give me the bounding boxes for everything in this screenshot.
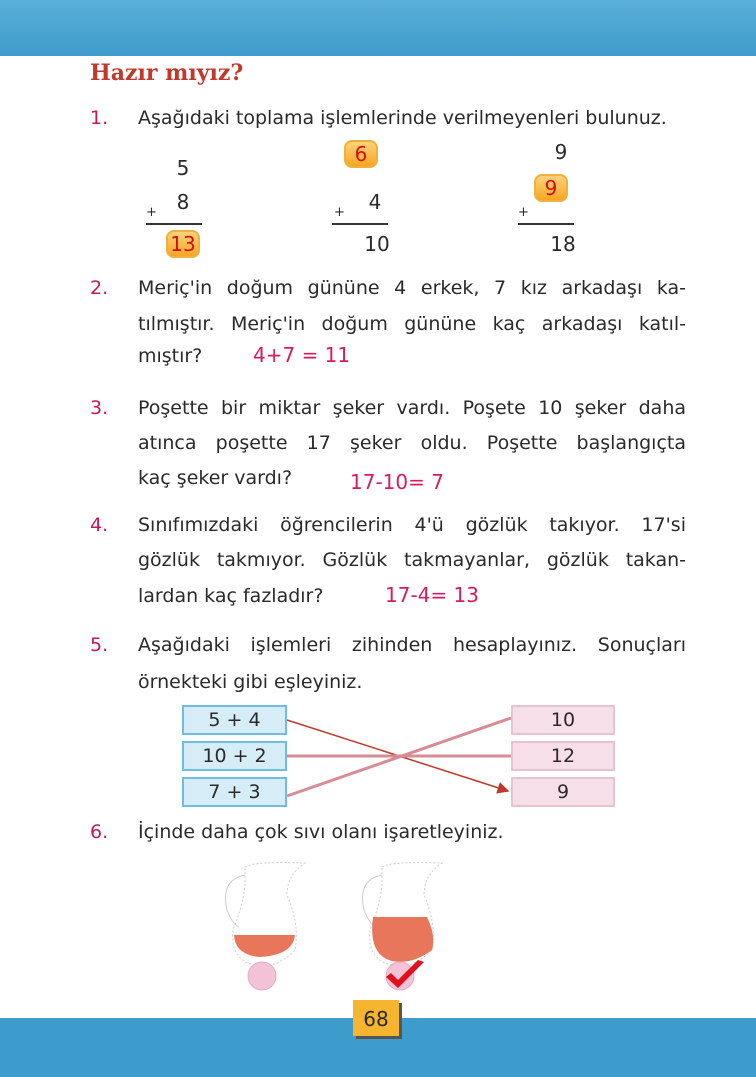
plus-sign: + xyxy=(518,205,529,220)
q4-answer: 17-4= 13 xyxy=(385,583,479,607)
left-expression[interactable]: 5 + 4 xyxy=(182,705,287,735)
q6-number: 6. xyxy=(90,821,109,843)
q2-answer: 4+7 = 11 xyxy=(253,343,351,367)
q5-number: 5. xyxy=(90,634,109,656)
q5-line: örnekteki gibi eşleyiniz. xyxy=(138,671,363,693)
q3-line: atınca poşette 17 şeker oldu. Poşette başlangıçta xyxy=(138,432,686,454)
op2-sum: 10 xyxy=(364,232,390,256)
q4-line: Sınıfımızdaki öğrencilerin 4'ü gözlük takıyor. 17'si xyxy=(138,514,686,536)
left-expression[interactable]: 10 + 2 xyxy=(182,741,287,771)
op1-sum-answer: 13 xyxy=(166,230,200,258)
q1-text: Aşağıdaki toplama işlemlerinde verilmeyenleri bulunuz. xyxy=(138,107,667,129)
choice-circle[interactable] xyxy=(248,962,276,990)
q4-line: lardan kaç fazladır? xyxy=(138,585,324,607)
jug-less-liquid xyxy=(215,855,315,995)
section-title: Hazır mıyız? xyxy=(90,60,244,86)
q5-line: Aşağıdaki işlemleri zihinden hesaplayınız. Sonuçları xyxy=(138,634,686,656)
q6-text: İçinde daha çok sıvı olanı işaretleyiniz. xyxy=(138,821,504,843)
right-result[interactable]: 10 xyxy=(511,705,615,735)
jug-more-liquid xyxy=(352,855,462,995)
q3-number: 3. xyxy=(90,397,109,419)
op3-sum: 18 xyxy=(550,232,576,256)
plus-sign: + xyxy=(334,205,345,220)
q1-number: 1. xyxy=(90,107,109,129)
right-result[interactable]: 9 xyxy=(511,777,615,807)
op3-b-answer: 9 xyxy=(534,174,568,202)
op3-a: 9 xyxy=(554,140,568,164)
op2-a-answer: 6 xyxy=(344,140,378,168)
left-expression[interactable]: 7 + 3 xyxy=(182,777,287,807)
plus-sign: + xyxy=(146,205,157,220)
right-result[interactable]: 12 xyxy=(511,741,615,771)
q3-line: Poşette bir miktar şeker vardı. Poşete 10 şeker daha xyxy=(138,397,686,419)
q4-number: 4. xyxy=(90,514,109,536)
q2-number: 2. xyxy=(90,277,109,299)
q3-answer: 17-10= 7 xyxy=(350,470,444,494)
op1-a: 5 xyxy=(176,156,190,180)
q3-line: kaç şeker vardı? xyxy=(138,467,293,489)
op1-b: 8 xyxy=(176,190,190,214)
liquid-fill xyxy=(372,917,433,962)
op2-b: 4 xyxy=(368,190,382,214)
q4-line: gözlük takmıyor. Gözlük takmayanlar, gözlük takan- xyxy=(138,549,686,571)
q2-line: Meriç'in doğum gününe 4 erkek, 7 kız arkadaşı ka- xyxy=(138,277,686,299)
q2-line: mıştır? xyxy=(138,345,203,367)
page-number: 68 xyxy=(353,1000,399,1036)
q2-line: tılmıştır. Meriç'in doğum gününe kaç arkadaşı katıl- xyxy=(138,313,686,335)
